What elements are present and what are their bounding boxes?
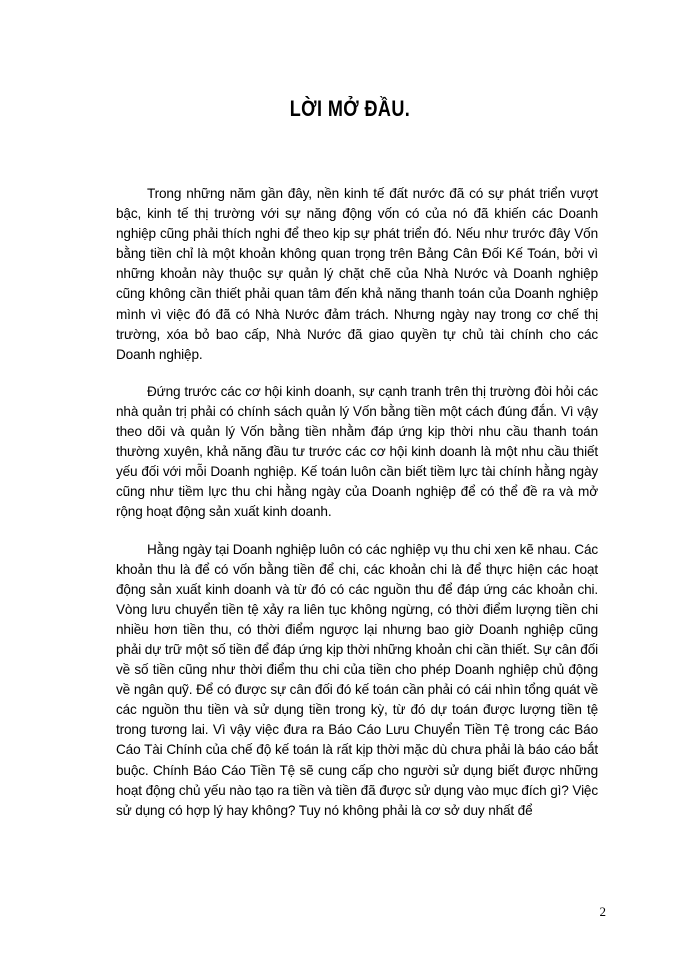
body-text [116, 184, 598, 838]
page-number: 2 [599, 904, 606, 919]
page-title: LỜI MỞ ĐẦU. [289, 96, 411, 121]
paragraph-1: Trong những năm gần đây, nền kinh tế đất nước đã có sự phát triển vượt bậc, kinh tế thị trường với sự năng động vốn có của nó đã khiến các Doanh nghiệp cũng phải thích nghi để theo kịp sự phát triển đó. Nếu như trước đây Vốn bằng tiền chỉ là một khoản không quan trọng trên Bảng Cân Đối Kế Toán, bởi vì những khoản này thuộc sự quản lý chặt chẽ của Nhà Nước và Doanh nghiệp cũng không cần thiết phải quan tâm đến khả năng thanh toán của Doanh nghiệp mình vì việc đó đã có Nhà Nước đảm trách. Nhưng ngày nay trong cơ chế thị trường, xóa bỏ bao cấp, Nhà Nước đã giao quyền tự chủ tài chính cho các Doanh nghiệp. [116, 186, 598, 362]
paragraph-2: Đứng trước các cơ hội kinh doanh, sự cạnh tranh trên thị trường đòi hỏi các nhà quản trị phải có chính sách quản lý Vốn bằng tiền một cách đúng đắn. Vì vậy theo dõi và quản lý Vốn bằng tiền nhằm đáp ứng kịp thời nhu cầu thanh toán thường xuyên, khả năng đầu tư trước các cơ hội kinh doanh là một nhu cầu thiết yếu đối với mỗi Doanh nghiệp. Kế toán luôn cần biết tiềm lực tài chính hằng ngày cũng như tiềm lực thu chi hằng ngày của Doanh nghiệp để có thể đề ra và mở rộng hoạt động sản xuất kinh doanh. [116, 383, 598, 520]
paragraph-3: Hằng ngày tại Doanh nghiệp luôn có các nghiệp vụ thu chi xen kẽ nhau. Các khoản thu là để có vốn bằng tiền để chi, các khoản chi là để thực hiện các hoạt động sản xuất kinh doanh và từ đó có các nguồn thu để đáp ứng các khoản chi. Vòng lưu chuyển tiền tệ xảy ra liên tục không ngừng, có thời điểm lượng tiền chi nhiều hơn tiền thu, có thời điểm ngược lại nhưng bao giờ Doanh nghiệp cũng phải dự trữ một số tiền để đáp ứng kịp thời những khoản chi cần thiết. Sự cân đối về số tiền cũng như thời điểm thu chi của tiền cho phép Doanh nghiệp chủ động về ngân quỹ. Để có được sự cân đối đó kế toán cần phải có cái nhìn tổng quát về các nguồn thu tiền và sử dụng tiền trong kỳ, từ đó dự toán được lượng tiền tệ trong tương lai. Vì vậy việc đưa ra Báo Cáo Lưu Chuyển Tiền Tệ trong các Báo Cáo Tài Chính của chế độ kế toán là rất kịp thời mặc dù chưa phải là báo cáo bắt buộc. Chính Báo Cáo Tiền Tệ sẽ cung cấp cho người sử dụng biết được những hoạt động chủ yếu nào tạo ra tiền và tiền đã được sử dụng vào mục đích gì? Việc sử dụng có hợp lý hay không? Tuy nó không phải là cơ sở duy nhất để [116, 541, 598, 818]
